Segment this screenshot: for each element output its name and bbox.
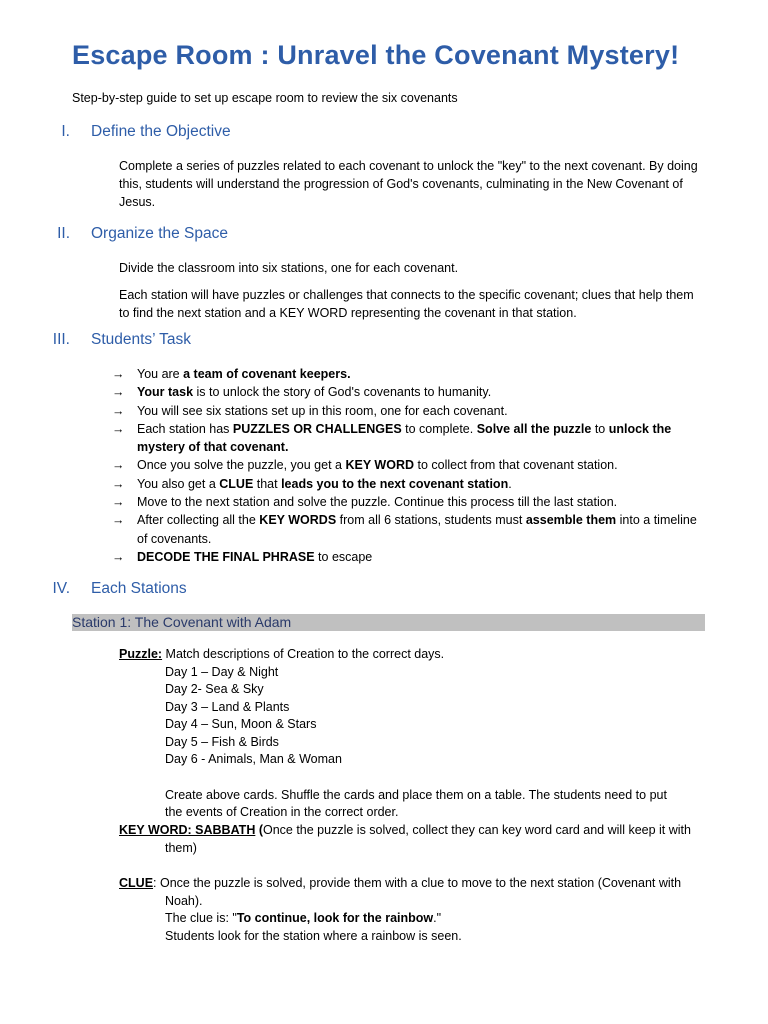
day-item: Day 1 – Day & Night xyxy=(165,665,279,679)
day-item: Day 4 – Sun, Moon & Stars xyxy=(165,717,317,731)
section-number: II. xyxy=(57,225,70,242)
section-title: Students’ Task xyxy=(91,331,191,348)
arrow-icon: → xyxy=(112,549,125,564)
clue-line-cont: Noah). xyxy=(165,894,203,908)
section-heading-2 xyxy=(0,225,700,245)
arrow-icon: → xyxy=(112,458,125,473)
station-1-heading: Station 1: The Covenant with Adam xyxy=(72,614,705,631)
list-item: → You will see six stations set up in this room, one for each covenant. xyxy=(112,402,702,420)
arrow-icon: → xyxy=(112,513,125,528)
clue-instruction: Students look for the station where a rainbow is seen. xyxy=(165,929,462,943)
arrow-icon: → xyxy=(112,421,125,436)
cards-instruction-2: the events of Creation in the correct order. xyxy=(165,805,399,819)
section-number: IV. xyxy=(52,580,70,597)
keyword-line: KEY WORD: SABBATH (Once the puzzle is solved, collect they can key word card and will keep it with xyxy=(119,823,691,837)
objective-paragraph: Complete a series of puzzles related to each covenant to unlock the "key" to the next covenant. By doing this, students will understand the progression of God's covenants, culminating in the New Covenant of Jesus. xyxy=(119,159,698,209)
clue-label: CLUE xyxy=(119,876,154,890)
section-number: I. xyxy=(61,123,70,140)
task-list xyxy=(112,365,702,566)
section-number: III. xyxy=(52,331,70,348)
keyword-label: KEY WORD: SABBATH xyxy=(119,823,256,837)
day-item: Day 5 – Fish & Birds xyxy=(165,735,279,749)
clue-line: CLUE: Once the puzzle is solved, provide them with a clue to move to the next station (Covenant with xyxy=(119,876,682,890)
list-item: → After collecting all the KEY WORDS from all 6 stations, students must assemble them into a timeline of covenants. xyxy=(112,513,697,546)
space-paragraph-1: Divide the classroom into six stations, one for each covenant. xyxy=(119,261,459,275)
clue-text: The clue is: "To continue, look for the rainbow." xyxy=(165,911,442,925)
puzzle-label: Puzzle: xyxy=(119,647,163,661)
puzzle-line: Puzzle: Match descriptions of Creation to the correct days. xyxy=(119,647,445,661)
list-item: → Once you solve the puzzle, you get a KEY WORD to collect from that covenant station. xyxy=(112,456,702,474)
day-item: Day 3 – Land & Plants xyxy=(165,700,290,714)
arrow-icon: → xyxy=(112,476,125,491)
arrow-icon: → xyxy=(112,385,125,400)
list-item: → Each station has PUZZLES OR CHALLENGES to complete. Solve all the puzzle to unlock the mystery of that covenant. xyxy=(112,421,672,455)
section-title: Each Stations xyxy=(91,580,187,597)
list-item: → Your task is to unlock the story of God's covenants to humanity. xyxy=(112,383,702,401)
keyword-line-cont: them) xyxy=(165,841,197,855)
day-item: Day 2- Sea & Sky xyxy=(165,682,264,696)
subtitle: Step-by-step guide to set up escape room to review the six covenants xyxy=(72,91,458,105)
section-heading-4 xyxy=(0,580,700,600)
arrow-icon: → xyxy=(112,403,125,418)
section-heading-1 xyxy=(0,123,700,143)
section-title: Organize the Space xyxy=(91,225,229,242)
arrow-icon: → xyxy=(112,495,125,510)
section-title: Define the Objective xyxy=(91,123,231,140)
list-item: → You are a team of covenant keepers. xyxy=(112,365,702,383)
list-item: → Move to the next station and solve the puzzle. Continue this process till the last station. xyxy=(112,493,702,511)
arrow-icon: → xyxy=(112,367,125,381)
list-item: → You also get a CLUE that leads you to the next covenant station. xyxy=(112,475,702,493)
space-paragraph-2: Each station will have puzzles or challenges that connects to the specific covenant; clues that help them to find the next station and a KEY WORD representing the covenant in that station. xyxy=(119,288,694,320)
section-heading-3 xyxy=(0,331,700,351)
page-title: Escape Room : Unravel the Covenant Mystery! xyxy=(72,40,680,70)
cards-instruction-1: Create above cards. Shuffle the cards and place them on a table. The students need to put xyxy=(165,788,667,802)
day-item: Day 6 - Animals, Man & Woman xyxy=(165,752,342,766)
list-item: → DECODE THE FINAL PHRASE to escape xyxy=(112,548,702,566)
